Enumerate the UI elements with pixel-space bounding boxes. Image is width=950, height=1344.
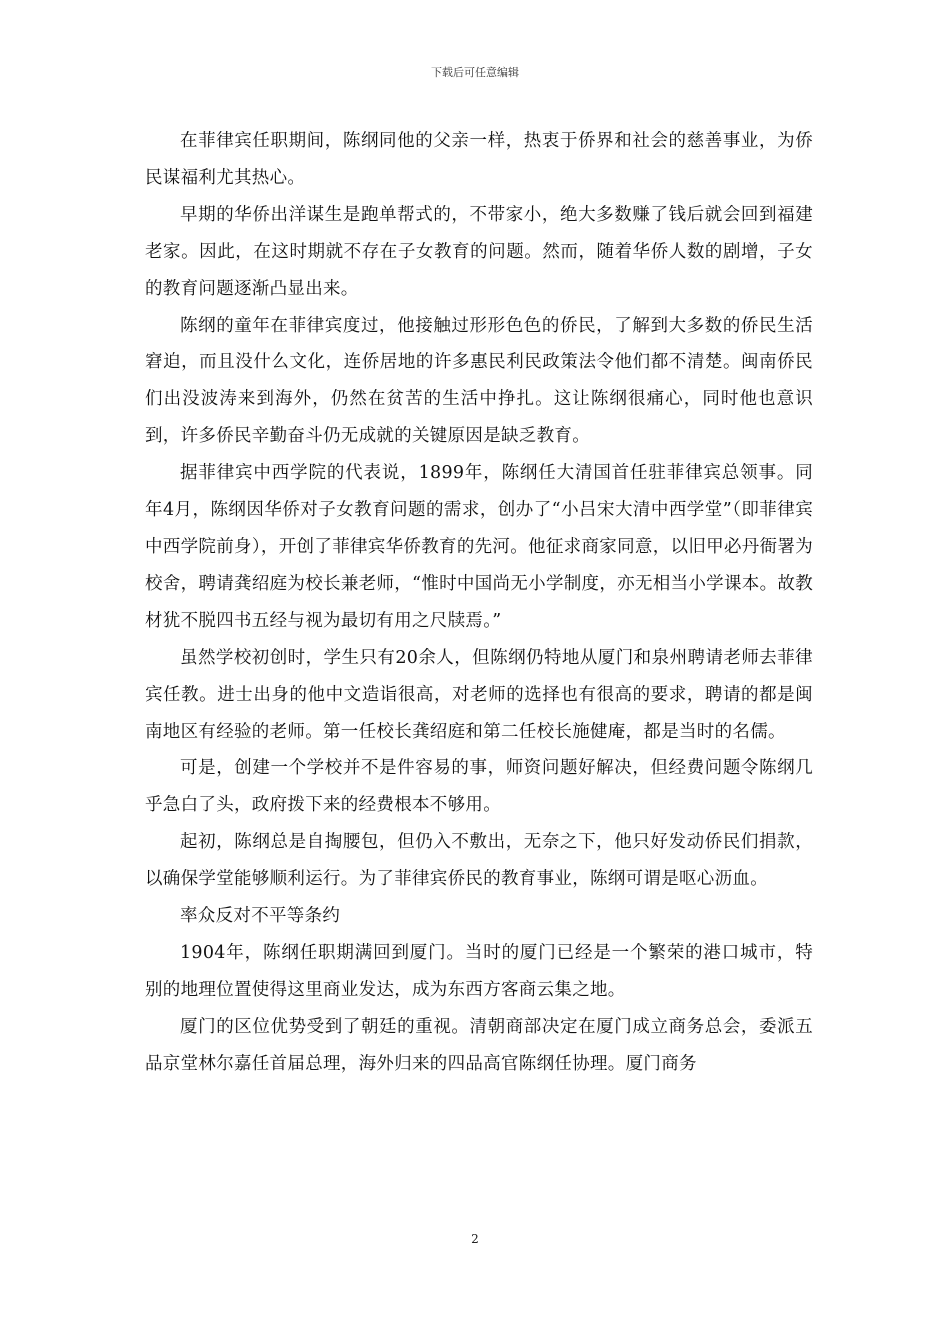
paragraph: 起初，陈纲总是自掏腰包，但仍入不敷出，无奈之下，他只好发动侨民们捐款，以确保学堂能够顺利运行。为了菲律宾侨民的教育事业，陈纲可谓是呕心沥血。 — [145, 832, 813, 890]
paragraph: 可是，创建一个学校并不是件容易的事，师资问题好解决，但经费问题令陈纲几乎急白了头，政府拨下来的经费根本不够用。 — [145, 758, 813, 816]
document-body — [145, 123, 813, 1083]
paragraph: 在菲律宾任职期间，陈纲同他的父亲一样，热衷于侨界和社会的慈善事业，为侨民谋福利尤其热心。 — [145, 131, 813, 188]
paragraph: 陈纲的童年在菲律宾度过，他接触过形形色色的侨民，了解到大多数的侨民生活窘迫，而且没什么文化，连侨居地的许多惠民利民政策法令他们都不清楚。闽南侨民们出没波涛来到海外，仍然在贫苦的生活中挣扎。这让陈纲很痛心，同时他也意识到，许多侨民辛勤奋斗仍无成就的关键原因是缺乏教育。 — [145, 315, 813, 447]
section-heading: 率众反对不平等条约 — [180, 906, 341, 927]
paragraph: 虽然学校初创时，学生只有20余人，但陈纲仍特地从厦门和泉州聘请老师去菲律宾任教。进士出身的他中文造诣很高，对老师的选择也有很高的要求，聘请的都是闽南地区有经验的老师。第一任校长龚绍庭和第二任校长施健庵，都是当时的名儒。 — [145, 647, 813, 742]
paragraph: 据菲律宾中西学院的代表说，1899年，陈纲任大清国首任驻菲律宾总领事。同年4月，陈纲因华侨对子女教育问题的需求，创办了“小吕宋大清中西学堂”（即菲律宾中西学院前身），开创了菲律宾华侨教育的先河。他征求商家同意，以旧甲必丹衙署为校舍，聘请龚绍庭为校长兼老师，“惟时中国尚无小学制度，亦无相当小学课本。故教材犹不脱四书五经与视为最切有用之尺牍焉。” — [145, 463, 813, 631]
paragraph: 1904年，陈纲任职期满回到厦门。当时的厦门已经是一个繁荣的港口城市，特别的地理位置使得这里商业发达，成为东西方客商云集之地。 — [145, 942, 813, 1000]
paragraph: 厦门的区位优势受到了朝廷的重视。清朝商部决定在厦门成立商务总会，委派五品京堂林尔嘉任首届总理，海外归来的四品高官陈纲任协理。厦门商务 — [145, 1016, 813, 1074]
paragraph: 早期的华侨出洋谋生是跑单帮式的，不带家小，绝大多数赚了钱后就会回到福建老家。因此，在这时期就不存在子女教育的问题。然而，随着华侨人数的剧增，子女的教育问题逐渐凸显出来。 — [145, 204, 813, 299]
page-number: 2 — [471, 1232, 479, 1246]
page-header: 下载后可任意编辑 — [431, 66, 519, 79]
